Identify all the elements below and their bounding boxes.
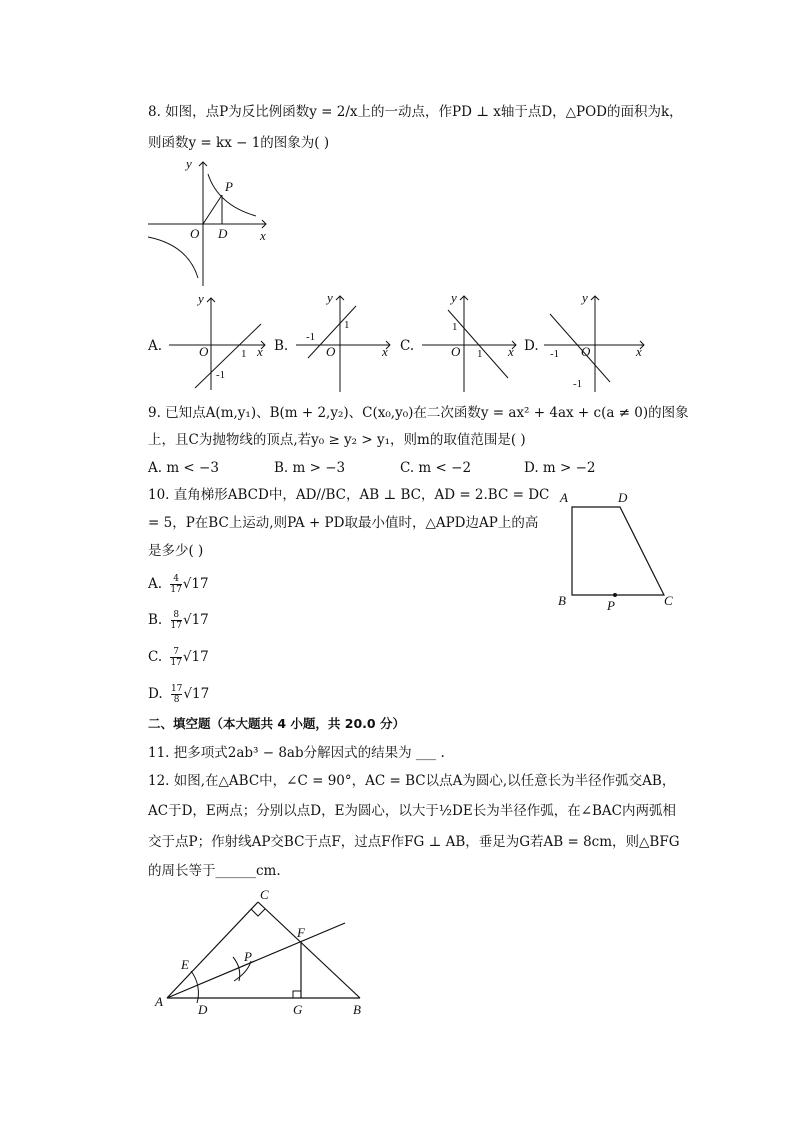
q9-line2: 上，且C为抛物线的顶点,若y₀ ≥ y₂ > y₁，则m的取值范围是( ): [148, 432, 526, 448]
opt-c-o: O: [451, 344, 461, 359]
q8-option-b-graph: [292, 290, 402, 395]
q8-option-b-letter[interactable]: B.: [274, 338, 289, 354]
opt-b-x: x: [382, 344, 388, 359]
opt-a-x: x: [257, 344, 263, 359]
q12-fig-b: B: [353, 1002, 361, 1017]
opt-c-x: x: [508, 344, 514, 359]
q8-figure: [140, 150, 280, 290]
opt-c-b: 1: [477, 348, 483, 360]
opt-d-a: -1: [550, 348, 560, 360]
q8-line2: 则函数y = kx − 1的图象为( ): [148, 135, 330, 151]
q12-line1: 12. 如图,在△ABC中，∠C = 90°，AC = BC以点A为圆心,以任意长为半径作弧交AB，: [148, 773, 676, 789]
opt-b-a: -1: [306, 331, 316, 343]
q11-text: 11. 把多项式2ab³ − 8ab分解因式的结果为 ___ .: [148, 745, 445, 761]
q12-fig-c: C: [260, 887, 269, 902]
q10-option-b[interactable]: B. $\frac{8}{17}$ √17: [148, 610, 209, 631]
opt-a-y: y: [198, 291, 204, 306]
opt-b-o: O: [326, 344, 336, 359]
q9-line1: 9. 已知点A(m,y₁)、B(m + 2,y₂)、C(x₀,y₀)在二次函数y = ax² + 4ax + c(a ≠ 0)的图象: [148, 405, 689, 421]
opt-d-b: -1: [573, 378, 583, 390]
opt-a-o: O: [199, 344, 209, 359]
q8-fig-o: O: [190, 226, 200, 241]
q10-fig-a: A: [560, 490, 568, 505]
q8-fig-x: x: [260, 228, 266, 243]
q8-option-a-graph: [165, 290, 275, 395]
q12-line4: 的周长等于______cm.: [148, 863, 281, 879]
q10-fig-p: P: [607, 598, 615, 613]
q8-option-d-letter[interactable]: D.: [524, 338, 539, 354]
opt-d-y: y: [582, 290, 588, 305]
q8-line1: 8. 如图，点P为反比例函数y = 2/x上的一动点，作PD ⊥ x轴于点D，△POD的面积为k，: [148, 104, 683, 120]
q12-fig-d: D: [198, 1002, 208, 1017]
q8-fig-y: y: [186, 156, 192, 171]
q10-fig-d: D: [618, 490, 628, 505]
q12-line3: 交于点P；作射线AP交BC于点F，过点F作FG ⊥ AB，垂足为G若AB = 8cm，则△BFG: [148, 834, 680, 850]
opt-a-a: 1: [241, 348, 247, 360]
q12-fig-g: G: [293, 1002, 303, 1017]
q10-trapezoid-figure: [555, 488, 685, 618]
q12-triangle-figure: [145, 885, 375, 1020]
q12-fig-p: P: [244, 949, 252, 964]
q10-line3: 是多少( ): [148, 543, 204, 559]
opt-d-o: O: [581, 344, 591, 359]
opt-a-b: -1: [216, 369, 226, 381]
q9-option-a[interactable]: A. m < −3: [148, 460, 219, 476]
q12-fig-f: F: [297, 925, 305, 940]
q10-fig-b: B: [558, 593, 566, 608]
opt-c-a: 1: [452, 321, 458, 333]
q8-option-c-letter[interactable]: C.: [400, 338, 415, 354]
q10-line1: 10. 直角梯形ABCD中，AD//BC，AB ⊥ BC，AD = 2.BC = DC: [148, 487, 550, 503]
q9-option-b[interactable]: B. m > −3: [274, 460, 346, 476]
q10-fig-c: C: [664, 593, 673, 608]
opt-b-y: y: [327, 290, 333, 305]
q10-option-c[interactable]: C. $\frac{7}{17}$ √17: [148, 647, 209, 668]
opt-b-b: 1: [344, 319, 350, 331]
q8-option-c-graph: [418, 290, 528, 395]
q8-fig-d: D: [218, 226, 228, 241]
q12-fig-a: A: [155, 994, 163, 1009]
opt-d-x: x: [636, 344, 642, 359]
q10-option-a[interactable]: A. $\frac{4}{17}$ √17: [148, 574, 209, 595]
q10-option-d[interactable]: D. $\frac{17}{8}$ √17: [148, 684, 210, 705]
q8-option-a-letter[interactable]: A.: [148, 338, 163, 354]
q8-fig-p: P: [225, 179, 233, 194]
q10-line2: = 5，P在BC上运动,则PA + PD取最小值时，△APD边AP上的高: [148, 515, 539, 531]
q9-option-c[interactable]: C. m < −2: [400, 460, 472, 476]
q8-option-d-graph: [540, 290, 650, 395]
section-2-heading: 二、填空题（本大题共 4 小题，共 20.0 分）: [148, 716, 405, 731]
opt-c-y: y: [451, 290, 457, 305]
q9-option-d[interactable]: D. m > −2: [524, 460, 596, 476]
q12-line2: AC于D，E两点；分别以点D，E为圆心，以大于½DE长为半径作弧，在∠BAC内两弧相: [148, 803, 677, 819]
q12-fig-e: E: [181, 957, 189, 972]
